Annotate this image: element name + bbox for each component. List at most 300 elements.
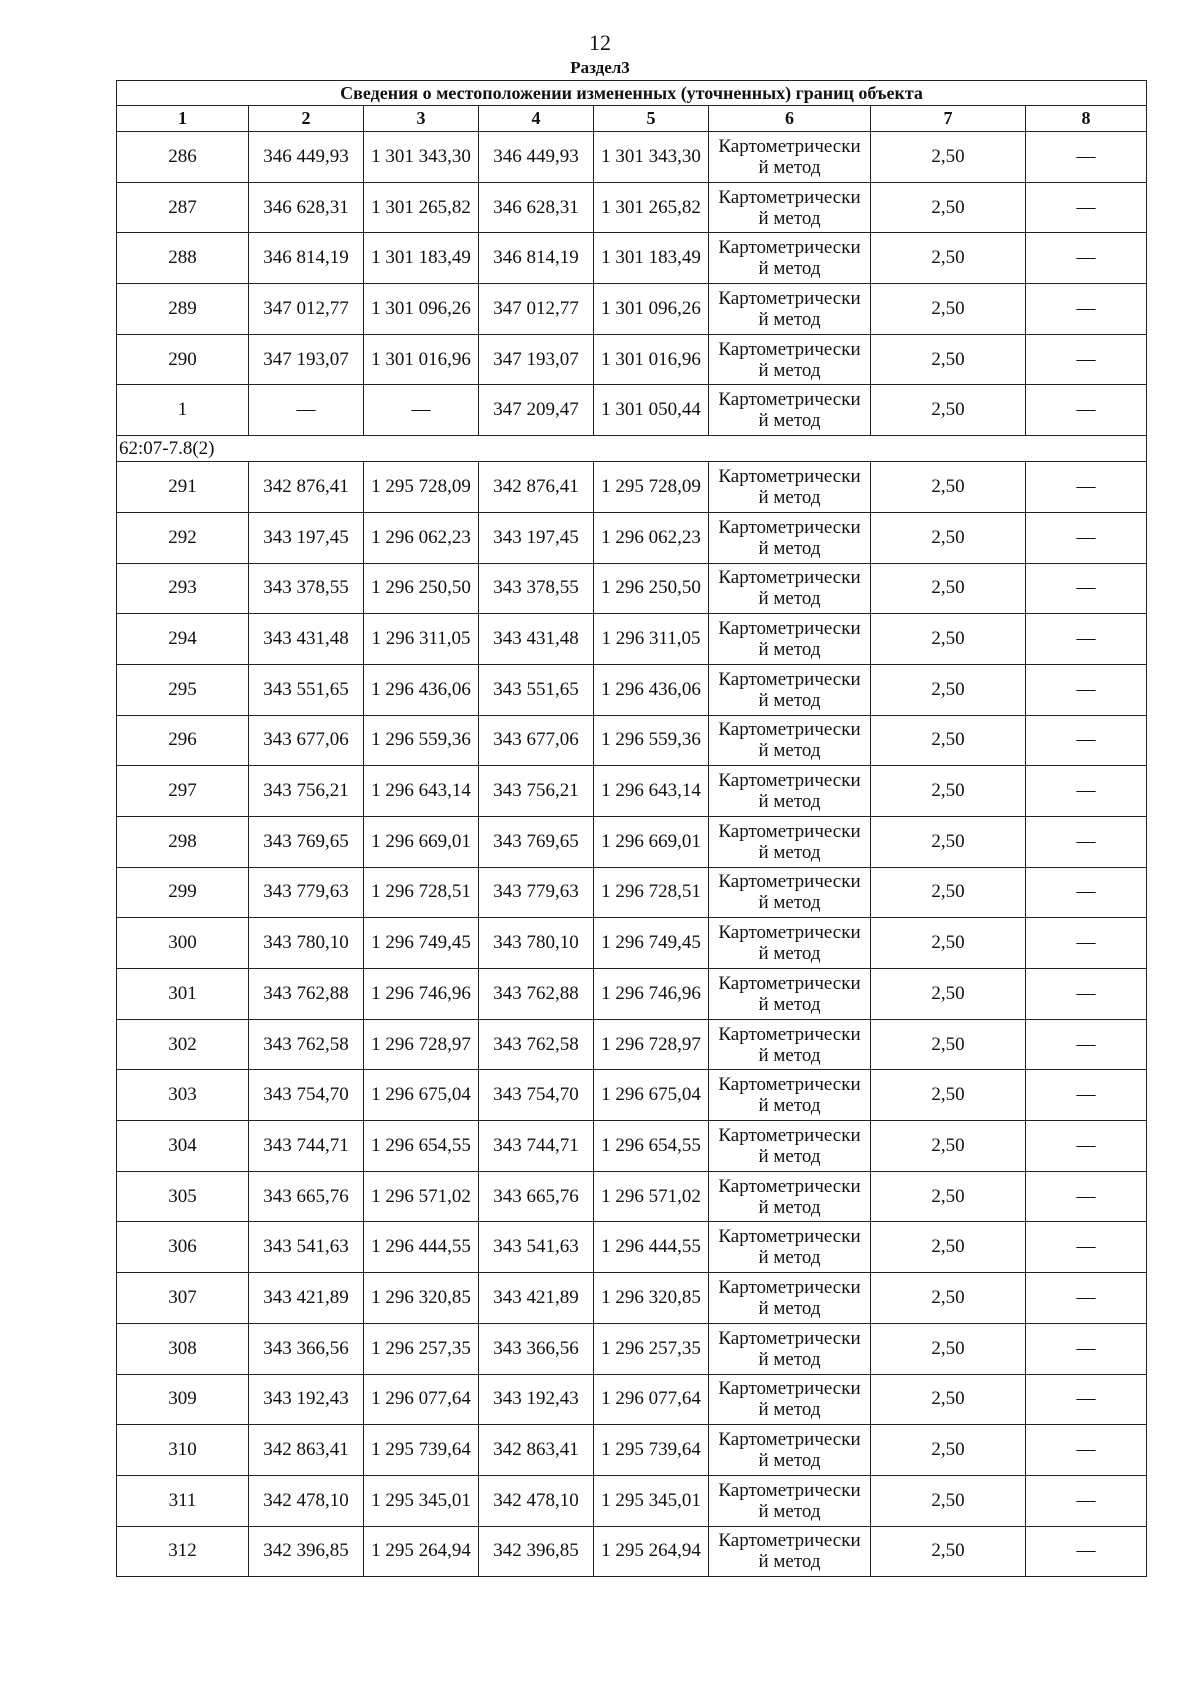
method-text-line1: Картометрически: [718, 237, 861, 259]
table-row: [117, 563, 1147, 614]
method-cell: [709, 1526, 871, 1577]
accuracy-cell: 2,50: [871, 233, 1026, 284]
new-y-cell: 1 296 669,01: [594, 816, 709, 867]
new-x-cell: 343 677,06: [479, 715, 594, 766]
accuracy-cell: 2,50: [871, 462, 1026, 513]
description-cell: —: [1026, 918, 1147, 969]
existing-x-cell: 343 541,63: [249, 1222, 364, 1273]
existing-y-cell: 1 296 669,01: [364, 816, 479, 867]
new-y-cell: 1 301 016,96: [594, 334, 709, 385]
method-text-line1: Картометрически: [718, 287, 861, 309]
accuracy-cell: 2,50: [871, 918, 1026, 969]
new-x-cell: 343 431,48: [479, 614, 594, 665]
method-text-line1: Картометрически: [718, 1378, 861, 1400]
coordinates-table: [116, 80, 1147, 1577]
column-number: 2: [249, 106, 364, 132]
description-cell: —: [1026, 867, 1147, 918]
new-x-cell: 343 769,65: [479, 816, 594, 867]
column-number: 4: [479, 106, 594, 132]
column-number-row: [117, 106, 1147, 132]
new-x-cell: 347 209,47: [479, 385, 594, 436]
method-cell: [709, 385, 871, 436]
column-number: 7: [871, 106, 1026, 132]
table-row: [117, 766, 1147, 817]
new-y-cell: 1 296 749,45: [594, 918, 709, 969]
method-text-line2: й метод: [758, 207, 821, 229]
method-text-line1: Картометрически: [718, 1226, 861, 1248]
new-x-cell: 343 378,55: [479, 563, 594, 614]
table-row: [117, 1019, 1147, 1070]
point-number-cell: 296: [117, 715, 249, 766]
new-x-cell: 343 421,89: [479, 1273, 594, 1324]
existing-y-cell: 1 296 444,55: [364, 1222, 479, 1273]
new-x-cell: 342 478,10: [479, 1475, 594, 1526]
point-number-cell: 289: [117, 284, 249, 335]
table-row: [117, 816, 1147, 867]
new-y-cell: 1 296 559,36: [594, 715, 709, 766]
point-number-cell: 311: [117, 1475, 249, 1526]
existing-y-cell: 1 301 265,82: [364, 182, 479, 233]
accuracy-cell: 2,50: [871, 1273, 1026, 1324]
existing-x-cell: 343 665,76: [249, 1171, 364, 1222]
table-row: [117, 614, 1147, 665]
accuracy-cell: 2,50: [871, 1070, 1026, 1121]
table-row: [117, 1070, 1147, 1121]
column-number: 3: [364, 106, 479, 132]
new-y-cell: 1 295 264,94: [594, 1526, 709, 1577]
description-cell: —: [1026, 233, 1147, 284]
new-y-cell: 1 301 265,82: [594, 182, 709, 233]
new-y-cell: 1 296 250,50: [594, 563, 709, 614]
method-cell: [709, 816, 871, 867]
new-x-cell: 343 754,70: [479, 1070, 594, 1121]
new-x-cell: 343 756,21: [479, 766, 594, 817]
new-y-cell: 1 296 444,55: [594, 1222, 709, 1273]
existing-x-cell: 343 421,89: [249, 1273, 364, 1324]
existing-x-cell: 343 744,71: [249, 1121, 364, 1172]
description-cell: —: [1026, 816, 1147, 867]
existing-y-cell: 1 296 559,36: [364, 715, 479, 766]
existing-x-cell: 342 396,85: [249, 1526, 364, 1577]
method-text-line1: Картометрически: [718, 820, 861, 842]
new-x-cell: 346 814,19: [479, 233, 594, 284]
description-cell: —: [1026, 1475, 1147, 1526]
accuracy-cell: 2,50: [871, 614, 1026, 665]
table-row: [117, 1273, 1147, 1324]
existing-x-cell: 347 193,07: [249, 334, 364, 385]
method-text-line1: Картометрически: [718, 186, 861, 208]
accuracy-cell: 2,50: [871, 182, 1026, 233]
description-cell: —: [1026, 1425, 1147, 1476]
method-cell: [709, 1475, 871, 1526]
method-text-line2: й метод: [758, 156, 821, 178]
existing-x-cell: 343 677,06: [249, 715, 364, 766]
method-cell: [709, 918, 871, 969]
point-number-cell: 305: [117, 1171, 249, 1222]
new-y-cell: 1 295 345,01: [594, 1475, 709, 1526]
column-number: 8: [1026, 106, 1147, 132]
accuracy-cell: 2,50: [871, 284, 1026, 335]
description-cell: —: [1026, 1070, 1147, 1121]
point-number-cell: 298: [117, 816, 249, 867]
method-text-line1: Картометрически: [718, 1429, 861, 1451]
new-x-cell: 346 449,93: [479, 132, 594, 183]
existing-x-cell: 342 478,10: [249, 1475, 364, 1526]
accuracy-cell: 2,50: [871, 867, 1026, 918]
method-text-line1: Картометрически: [718, 135, 861, 157]
existing-y-cell: 1 296 571,02: [364, 1171, 479, 1222]
table-row: [117, 715, 1147, 766]
table-row: [117, 233, 1147, 284]
table-row: [117, 918, 1147, 969]
accuracy-cell: 2,50: [871, 1526, 1026, 1577]
method-cell: [709, 664, 871, 715]
method-text-line2: й метод: [758, 486, 821, 508]
method-text-line2: й метод: [758, 537, 821, 559]
method-text-line2: й метод: [758, 740, 821, 762]
existing-y-cell: 1 301 343,30: [364, 132, 479, 183]
method-cell: [709, 563, 871, 614]
accuracy-cell: 2,50: [871, 969, 1026, 1020]
existing-y-cell: 1 296 077,64: [364, 1374, 479, 1425]
method-cell: [709, 512, 871, 563]
method-text-line2: й метод: [758, 1196, 821, 1218]
method-text-line2: й метод: [758, 1095, 821, 1117]
method-cell: [709, 1323, 871, 1374]
description-cell: —: [1026, 664, 1147, 715]
existing-x-cell: 343 754,70: [249, 1070, 364, 1121]
table-row: [117, 284, 1147, 335]
existing-x-cell: 343 762,58: [249, 1019, 364, 1070]
method-text-line2: й метод: [758, 639, 821, 661]
method-cell: [709, 1425, 871, 1476]
point-number-cell: 294: [117, 614, 249, 665]
existing-x-cell: 343 192,43: [249, 1374, 364, 1425]
new-x-cell: 347 012,77: [479, 284, 594, 335]
existing-y-cell: 1 296 436,06: [364, 664, 479, 715]
method-cell: [709, 1374, 871, 1425]
new-y-cell: 1 296 062,23: [594, 512, 709, 563]
existing-y-cell: 1 296 062,23: [364, 512, 479, 563]
existing-y-cell: 1 295 264,94: [364, 1526, 479, 1577]
existing-x-cell: 343 769,65: [249, 816, 364, 867]
new-x-cell: 347 193,07: [479, 334, 594, 385]
table-row: [117, 1222, 1147, 1273]
description-cell: —: [1026, 462, 1147, 513]
accuracy-cell: 2,50: [871, 816, 1026, 867]
method-text-line2: й метод: [758, 1500, 821, 1522]
point-number-cell: 293: [117, 563, 249, 614]
existing-y-cell: 1 296 728,97: [364, 1019, 479, 1070]
existing-x-cell: 346 628,31: [249, 182, 364, 233]
group-label-row: [117, 436, 1147, 462]
description-cell: —: [1026, 1273, 1147, 1324]
existing-x-cell: 343 780,10: [249, 918, 364, 969]
new-x-cell: 343 366,56: [479, 1323, 594, 1374]
existing-y-cell: 1 296 250,50: [364, 563, 479, 614]
method-cell: [709, 614, 871, 665]
column-number: 6: [709, 106, 871, 132]
column-number: 5: [594, 106, 709, 132]
table-row: [117, 1374, 1147, 1425]
point-number-cell: 312: [117, 1526, 249, 1577]
existing-y-cell: —: [364, 385, 479, 436]
existing-y-cell: 1 296 746,96: [364, 969, 479, 1020]
method-text-line1: Картометрически: [718, 1074, 861, 1096]
new-y-cell: 1 296 311,05: [594, 614, 709, 665]
accuracy-cell: 2,50: [871, 385, 1026, 436]
table-row: [117, 182, 1147, 233]
accuracy-cell: 2,50: [871, 1425, 1026, 1476]
point-number-cell: 308: [117, 1323, 249, 1374]
point-number-cell: 303: [117, 1070, 249, 1121]
method-text-line2: й метод: [758, 791, 821, 813]
method-text-line1: Картометрически: [718, 871, 861, 893]
point-number-cell: 310: [117, 1425, 249, 1476]
description-cell: —: [1026, 512, 1147, 563]
new-x-cell: 342 876,41: [479, 462, 594, 513]
new-x-cell: 343 665,76: [479, 1171, 594, 1222]
existing-y-cell: 1 295 739,64: [364, 1425, 479, 1476]
method-text-line2: й метод: [758, 588, 821, 610]
method-text-line2: й метод: [758, 1247, 821, 1269]
table-row: [117, 132, 1147, 183]
new-y-cell: 1 296 728,97: [594, 1019, 709, 1070]
new-y-cell: 1 296 077,64: [594, 1374, 709, 1425]
new-x-cell: 343 192,43: [479, 1374, 594, 1425]
table-row: [117, 1475, 1147, 1526]
accuracy-cell: 2,50: [871, 1222, 1026, 1273]
existing-x-cell: 343 431,48: [249, 614, 364, 665]
description-cell: —: [1026, 1374, 1147, 1425]
existing-y-cell: 1 296 728,51: [364, 867, 479, 918]
existing-y-cell: 1 296 643,14: [364, 766, 479, 817]
accuracy-cell: 2,50: [871, 132, 1026, 183]
new-y-cell: 1 296 571,02: [594, 1171, 709, 1222]
method-text-line2: й метод: [758, 410, 821, 432]
method-text-line2: й метод: [758, 892, 821, 914]
accuracy-cell: 2,50: [871, 1019, 1026, 1070]
section-title: Раздел3: [570, 58, 630, 77]
accuracy-cell: 2,50: [871, 334, 1026, 385]
description-cell: —: [1026, 284, 1147, 335]
accuracy-cell: 2,50: [871, 766, 1026, 817]
method-text-line1: Картометрически: [718, 972, 861, 994]
existing-y-cell: 1 295 345,01: [364, 1475, 479, 1526]
method-cell: [709, 1273, 871, 1324]
method-text-line2: й метод: [758, 689, 821, 711]
existing-x-cell: 343 197,45: [249, 512, 364, 563]
new-y-cell: 1 301 096,26: [594, 284, 709, 335]
table-row: [117, 385, 1147, 436]
description-cell: —: [1026, 563, 1147, 614]
table-row: [117, 462, 1147, 513]
new-x-cell: 346 628,31: [479, 182, 594, 233]
point-number-cell: 292: [117, 512, 249, 563]
existing-x-cell: 346 449,93: [249, 132, 364, 183]
accuracy-cell: 2,50: [871, 1323, 1026, 1374]
table-row: [117, 1425, 1147, 1476]
method-text-line1: Картометрически: [718, 719, 861, 741]
new-x-cell: 343 762,88: [479, 969, 594, 1020]
existing-y-cell: 1 296 320,85: [364, 1273, 479, 1324]
existing-y-cell: 1 296 654,55: [364, 1121, 479, 1172]
description-cell: —: [1026, 1019, 1147, 1070]
point-number-cell: 300: [117, 918, 249, 969]
accuracy-cell: 2,50: [871, 1475, 1026, 1526]
method-text-line1: Картометрически: [718, 338, 861, 360]
accuracy-cell: 2,50: [871, 1171, 1026, 1222]
new-y-cell: 1 295 739,64: [594, 1425, 709, 1476]
existing-x-cell: 346 814,19: [249, 233, 364, 284]
description-cell: —: [1026, 182, 1147, 233]
description-cell: —: [1026, 766, 1147, 817]
table-row: [117, 1323, 1147, 1374]
accuracy-cell: 2,50: [871, 1374, 1026, 1425]
table-body: [117, 132, 1147, 1577]
method-cell: [709, 969, 871, 1020]
table-row: [117, 1526, 1147, 1577]
existing-y-cell: 1 296 311,05: [364, 614, 479, 665]
method-cell: [709, 334, 871, 385]
description-cell: —: [1026, 132, 1147, 183]
new-x-cell: 343 780,10: [479, 918, 594, 969]
point-number-cell: 307: [117, 1273, 249, 1324]
method-text-line1: Картометрически: [718, 922, 861, 944]
existing-y-cell: 1 296 257,35: [364, 1323, 479, 1374]
method-text-line2: й метод: [758, 359, 821, 381]
point-number-cell: 304: [117, 1121, 249, 1172]
table-row: [117, 334, 1147, 385]
method-text-line1: Картометрически: [718, 1327, 861, 1349]
method-cell: [709, 132, 871, 183]
method-text-line1: Картометрически: [718, 668, 861, 690]
method-text-line2: й метод: [758, 1551, 821, 1573]
method-text-line2: й метод: [758, 1145, 821, 1167]
point-number-cell: 290: [117, 334, 249, 385]
method-text-line2: й метод: [758, 308, 821, 330]
method-text-line1: Картометрически: [718, 389, 861, 411]
method-text-line2: й метод: [758, 258, 821, 280]
table-caption: Сведения о местоположении измененных (уточненных) границ объекта: [117, 81, 1147, 106]
existing-x-cell: 343 756,21: [249, 766, 364, 817]
description-cell: —: [1026, 1171, 1147, 1222]
new-y-cell: 1 296 320,85: [594, 1273, 709, 1324]
method-cell: [709, 233, 871, 284]
new-x-cell: 343 762,58: [479, 1019, 594, 1070]
point-number-cell: 299: [117, 867, 249, 918]
existing-x-cell: 342 863,41: [249, 1425, 364, 1476]
method-cell: [709, 284, 871, 335]
method-text-line1: Картометрически: [718, 1023, 861, 1045]
new-y-cell: 1 296 675,04: [594, 1070, 709, 1121]
method-text-line1: Картометрически: [718, 567, 861, 589]
existing-x-cell: 343 551,65: [249, 664, 364, 715]
new-x-cell: 343 551,65: [479, 664, 594, 715]
method-cell: [709, 766, 871, 817]
existing-x-cell: 342 876,41: [249, 462, 364, 513]
existing-x-cell: 343 779,63: [249, 867, 364, 918]
description-cell: —: [1026, 1121, 1147, 1172]
method-cell: [709, 182, 871, 233]
accuracy-cell: 2,50: [871, 1121, 1026, 1172]
point-number-cell: 286: [117, 132, 249, 183]
description-cell: —: [1026, 614, 1147, 665]
point-number-cell: 295: [117, 664, 249, 715]
new-x-cell: 343 197,45: [479, 512, 594, 563]
method-cell: [709, 867, 871, 918]
method-cell: [709, 1019, 871, 1070]
existing-y-cell: 1 296 675,04: [364, 1070, 479, 1121]
existing-x-cell: 343 366,56: [249, 1323, 364, 1374]
method-text-line1: Картометрически: [718, 516, 861, 538]
description-cell: —: [1026, 1526, 1147, 1577]
existing-x-cell: —: [249, 385, 364, 436]
method-cell: [709, 462, 871, 513]
method-cell: [709, 1070, 871, 1121]
method-text-line1: Картометрически: [718, 1175, 861, 1197]
table-row: [117, 664, 1147, 715]
point-number-cell: 306: [117, 1222, 249, 1273]
description-cell: —: [1026, 1222, 1147, 1273]
table-row: [117, 512, 1147, 563]
point-number-cell: 301: [117, 969, 249, 1020]
point-number-cell: 302: [117, 1019, 249, 1070]
new-x-cell: 342 863,41: [479, 1425, 594, 1476]
table-row: [117, 1121, 1147, 1172]
existing-x-cell: 347 012,77: [249, 284, 364, 335]
point-number-cell: 1: [117, 385, 249, 436]
method-cell: [709, 1222, 871, 1273]
new-x-cell: 343 541,63: [479, 1222, 594, 1273]
accuracy-cell: 2,50: [871, 664, 1026, 715]
accuracy-cell: 2,50: [871, 715, 1026, 766]
method-cell: [709, 1171, 871, 1222]
method-text-line1: Картометрически: [718, 1530, 861, 1552]
point-number-cell: 291: [117, 462, 249, 513]
column-number: 1: [117, 106, 249, 132]
new-y-cell: 1 296 654,55: [594, 1121, 709, 1172]
method-text-line2: й метод: [758, 1450, 821, 1472]
table-row: [117, 1171, 1147, 1222]
table-row: [117, 867, 1147, 918]
method-text-line1: Картометрически: [718, 465, 861, 487]
method-text-line2: й метод: [758, 993, 821, 1015]
existing-x-cell: 343 378,55: [249, 563, 364, 614]
page-number: 12: [589, 30, 611, 55]
method-cell: [709, 1121, 871, 1172]
method-text-line2: й метод: [758, 1297, 821, 1319]
new-x-cell: 343 744,71: [479, 1121, 594, 1172]
description-cell: —: [1026, 715, 1147, 766]
new-y-cell: 1 296 643,14: [594, 766, 709, 817]
description-cell: —: [1026, 1323, 1147, 1374]
method-text-line2: й метод: [758, 841, 821, 863]
existing-y-cell: 1 295 728,09: [364, 462, 479, 513]
description-cell: —: [1026, 385, 1147, 436]
description-cell: —: [1026, 969, 1147, 1020]
method-text-line2: й метод: [758, 1348, 821, 1370]
method-cell: [709, 715, 871, 766]
new-y-cell: 1 296 257,35: [594, 1323, 709, 1374]
method-text-line1: Картометрически: [718, 1276, 861, 1298]
new-y-cell: 1 296 728,51: [594, 867, 709, 918]
method-text-line1: Картометрически: [718, 618, 861, 640]
existing-y-cell: 1 301 016,96: [364, 334, 479, 385]
point-number-cell: 288: [117, 233, 249, 284]
method-text-line2: й метод: [758, 1044, 821, 1066]
method-text-line2: й метод: [758, 1399, 821, 1421]
